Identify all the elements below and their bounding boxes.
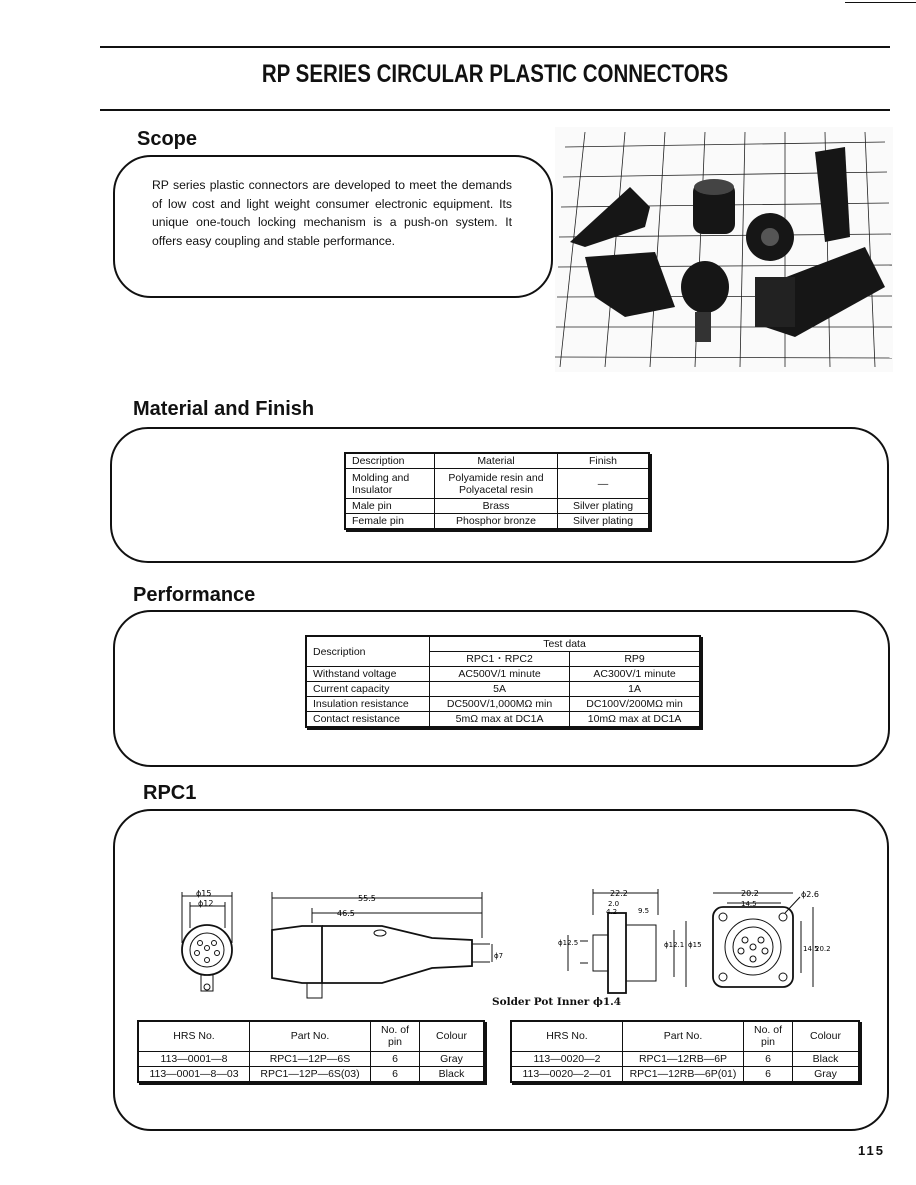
table-cell: Phosphor bronze (435, 514, 558, 530)
table-cell: 6 (744, 1051, 793, 1066)
dim-label: 20.2 (815, 945, 831, 953)
rpc1-plug-table (137, 1020, 485, 1083)
table-row (511, 1066, 859, 1082)
plug-side-view-drawing (262, 888, 502, 1003)
table-header-cell: No. of pin (371, 1021, 420, 1051)
table-cell: DC100V/200MΩ min (570, 697, 700, 712)
table-cell: Molding and Insulator (345, 469, 435, 499)
table-header-cell: Finish (558, 453, 650, 469)
table-header-cell: RP9 (570, 652, 700, 667)
dim-label: 14.5 (741, 900, 757, 908)
table-cell: Polyamide resin and Polyacetal resin (435, 469, 558, 499)
table-cell: Current capacity (306, 682, 430, 697)
table-cell: 1A (570, 682, 700, 697)
table-cell: RPC1—12RB—6P (623, 1051, 744, 1066)
dim-label: 22.2 (610, 889, 628, 898)
material-heading: Material and Finish (133, 398, 315, 420)
table-row (306, 682, 700, 697)
table-header-cell: RPC1・RPC2 (430, 652, 570, 667)
table-cell: Silver plating (558, 514, 650, 530)
solder-pot-caption: Solder Pot Inner ϕ1.4 (492, 996, 622, 1008)
table-cell: 113—0020—2 (511, 1051, 623, 1066)
table-cell: Gray (793, 1066, 860, 1082)
table-cell: RPC1—12P—6S (250, 1051, 371, 1066)
table-cell: AC300V/1 minute (570, 667, 700, 682)
table-header-cell: Material (435, 453, 558, 469)
table-cell: RPC1—12RB—6P(01) (623, 1066, 744, 1082)
table-cell: Withstand voltage (306, 667, 430, 682)
table-cell: AC500V/1 minute (430, 667, 570, 682)
performance-heading: Performance (133, 584, 256, 606)
dim-label: ϕ12.5 (558, 939, 579, 947)
table-cell: Contact resistance (306, 712, 430, 728)
table-header-cell: Part No. (623, 1021, 744, 1051)
table-header-row (138, 1021, 484, 1051)
receptacle-front-view-drawing (705, 885, 835, 995)
rpc1-heading: RPC1 (143, 782, 197, 804)
plug-front-view-drawing (170, 888, 250, 1003)
table-header-cell: Description (306, 636, 430, 667)
table-cell: Gray (420, 1051, 485, 1066)
table-cell: Black (420, 1066, 485, 1082)
title-top-rule (100, 46, 890, 48)
connectors-photo (555, 127, 893, 372)
scope-text: RP series plastic connectors are developed to meet the demands of low cost and light weight consumer electronic equipment. Its unique one-touch locking mechanism is a push-on system. It offers easy coupling and stable performance. (152, 178, 512, 248)
table-row (345, 469, 649, 499)
table-header-cell: HRS No. (138, 1021, 250, 1051)
table-header-cell: Colour (420, 1021, 485, 1051)
table-cell: 6 (744, 1066, 793, 1082)
table-header-row (345, 453, 649, 469)
table-row (306, 712, 700, 728)
performance-table (305, 635, 701, 728)
table-cell: Black (793, 1051, 860, 1066)
table-header-cell: Colour (793, 1021, 860, 1051)
page-title: RP SERIES CIRCULAR PLASTIC CONNECTORS (261, 60, 729, 88)
table-header-row (511, 1021, 859, 1051)
table-header-cell: HRS No. (511, 1021, 623, 1051)
table-cell: 5A (430, 682, 570, 697)
dim-label: 20.2 (741, 889, 759, 898)
dim-label: 2.0 (608, 900, 620, 908)
title-bottom-rule (100, 109, 890, 111)
table-cell: 113—0001—8—03 (138, 1066, 250, 1082)
table-cell: 6 (371, 1051, 420, 1066)
table-cell: — (558, 469, 650, 499)
table-row (306, 667, 700, 682)
table-header-cell: No. of pin (744, 1021, 793, 1051)
dim-label: 4.2 (606, 908, 618, 916)
material-table (344, 452, 650, 530)
dim-label: 14.5 (803, 945, 819, 953)
table-header-cell: Test data (430, 636, 701, 652)
table-row (511, 1051, 859, 1066)
rpc1-receptacle-table (510, 1020, 860, 1083)
table-cell: 5mΩ max at DC1A (430, 712, 570, 728)
table-cell: Male pin (345, 499, 435, 514)
table-row (138, 1066, 484, 1082)
table-row (306, 697, 700, 712)
dim-label: ϕ12 (198, 899, 214, 908)
table-header-cell: Part No. (250, 1021, 371, 1051)
dim-label: 55.5 (358, 894, 376, 903)
table-cell: 10mΩ max at DC1A (570, 712, 700, 728)
table-cell: Insulation resistance (306, 697, 430, 712)
table-cell: Brass (435, 499, 558, 514)
scope-heading: Scope (137, 128, 198, 150)
table-cell: RPC1—12P—6S(03) (250, 1066, 371, 1082)
top-corner-rule (845, 2, 916, 3)
table-header-cell: Description (345, 453, 435, 469)
dim-label: ϕ15 (688, 941, 702, 949)
table-cell: 113—0020—2—01 (511, 1066, 623, 1082)
table-cell: 6 (371, 1066, 420, 1082)
dim-label: 46.5 (337, 909, 355, 918)
table-row (345, 514, 649, 530)
dim-label: 9.5 (638, 907, 650, 915)
page-number: 115 (858, 1143, 885, 1158)
dim-label: ϕ12.1 (664, 941, 685, 949)
dim-label: ϕ2.6 (801, 890, 819, 899)
table-header-row (306, 636, 700, 652)
table-row (138, 1051, 484, 1066)
receptacle-side-view-drawing (538, 885, 702, 995)
table-cell: Female pin (345, 514, 435, 530)
dim-label: ϕ7 (494, 952, 504, 960)
table-cell: Silver plating (558, 499, 650, 514)
table-cell: 113—0001—8 (138, 1051, 250, 1066)
dim-label: ϕ15 (196, 889, 212, 898)
table-row (345, 499, 649, 514)
table-cell: DC500V/1,000MΩ min (430, 697, 570, 712)
